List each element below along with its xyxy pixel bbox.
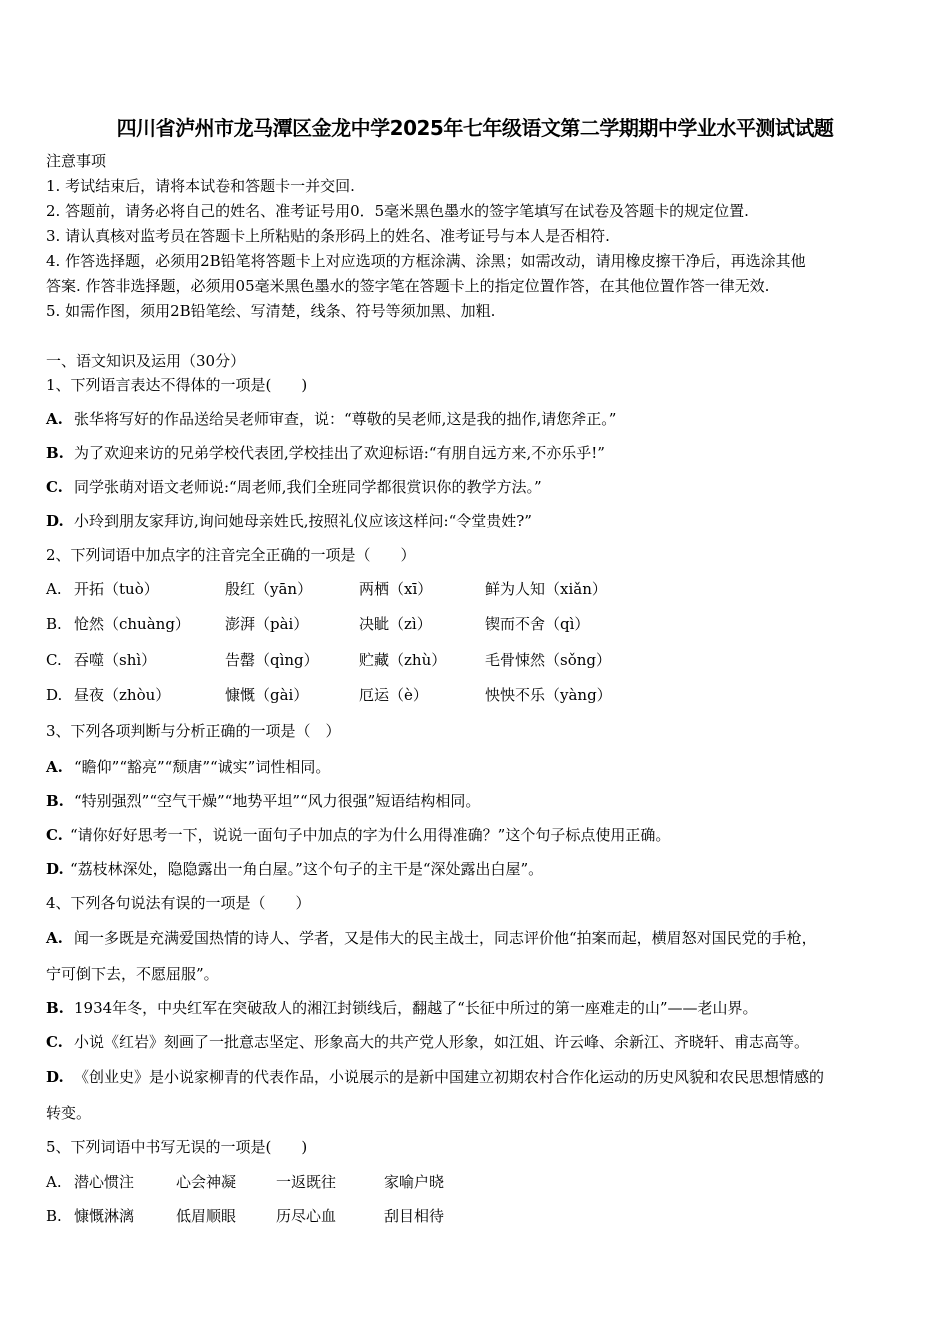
option-cell: 锲而不舍（qì） [485, 615, 590, 633]
option-label: D. [46, 860, 64, 878]
option-text: 小说《红岩》刻画了一批意志坚定、形象高大的共产党人形象，如江姐、许云峰、余新江、齐晓轩、甫志高等。 [74, 1033, 810, 1051]
option-text: 为了欢迎来访的兄弟学校代表团,学校挂出了欢迎标语:“有朋自远方来,不亦乐乎!” [74, 444, 605, 462]
question-stem: 3、下列各项判断与分析正确的一项是（ ） [46, 722, 341, 740]
notice-item: 4. 作答选择题，必须用2B铅笔将答题卡上对应选项的方框涂满、涂黑；如需改动，请用橡皮擦干净后，再选涂其他 [46, 252, 806, 270]
option-label: B. [46, 1207, 62, 1225]
option-text: 张华将写好的作品送给吴老师审查，说：“尊敬的吴老师,这是我的拙作,请您斧正。” [74, 410, 617, 428]
option-cell: 刮目相待 [384, 1207, 445, 1225]
option-cell: 慷慨（gài） [225, 686, 309, 704]
option-text: “请你好好思考一下，说说一面句子中加点的字为什么用得准确？”这个句子标点使用正确。 [70, 826, 671, 844]
option-cell: 慷慨淋漓 [74, 1207, 135, 1225]
option-cell: 毛骨悚然（sǒng） [485, 651, 611, 669]
option-label: D. [46, 512, 64, 530]
option-text: 同学张萌对语文老师说:“周老师,我们全班同学都很赏识你的教学方法。” [74, 478, 542, 496]
notice-item: 2. 答题前，请务必将自己的姓名、准考证号用0．5毫米黑色墨水的签字笔填写在试卷及答题卡的规定位置. [46, 202, 749, 220]
option [46, 928, 817, 948]
option [46, 791, 480, 811]
option-cell: 决眦（zì） [359, 615, 432, 633]
option [46, 511, 532, 531]
option-text: 1934年冬，中央红军在突破敌人的湘江封锁线后，翻越了“长征中所过的第一座难走的山”——老山界。 [74, 999, 758, 1017]
option-cell: 两栖（xī） [359, 580, 433, 598]
option-label: A. [46, 580, 62, 598]
option-label: C. [46, 1033, 63, 1051]
option-cell: 厄运（è） [359, 686, 428, 704]
option-cell: 贮藏（zhù） [359, 651, 447, 669]
option-continuation: 转变。 [46, 1104, 92, 1122]
notice-item: 1. 考试结束后，请将本试卷和答题卡一并交回. [46, 177, 355, 195]
page-title: 四川省泸州市龙马潭区金龙中学2025年七年级语文第二学期期中学业水平测试试题 [116, 116, 834, 140]
option-text: “特别强烈”“空气干燥”“地势平坦”“风力很强”短语结构相同。 [74, 792, 481, 810]
option-cell: 心会神凝 [176, 1173, 237, 1191]
option [46, 825, 670, 845]
option-label: A. [46, 758, 63, 776]
option-cell: 怆然（chuàng） [74, 615, 190, 633]
option-label: B. [46, 615, 62, 633]
option-cell: 殷红（yān） [225, 580, 313, 598]
option-continuation: 宁可倒下去，不愿屈服”。 [46, 965, 219, 983]
option-label: C. [46, 826, 63, 844]
notice-item: 5. 如需作图，须用2B铅笔绘、写清楚，线条、符号等须加黑、加粗. [46, 302, 496, 320]
option-label: B. [46, 444, 64, 462]
notice-item: 答案. 作答非选择题，必须用05毫米黑色墨水的签字笔在答题卡上的指定位置作答，在其他位置作答一律无效. [46, 277, 770, 295]
option-label: C. [46, 651, 62, 669]
option [46, 859, 543, 879]
option-text: “瞻仰”“豁亮”“颓唐”“诚实”词性相同。 [74, 758, 331, 776]
option-text: “荔枝林深处，隐隐露出一角白屋。”这个句子的主干是“深处露出白屋”。 [70, 860, 544, 878]
option-label: B. [46, 999, 64, 1017]
question-stem: 2、下列词语中加点字的注音完全正确的一项是（ ） [46, 546, 416, 564]
option [46, 477, 542, 497]
option-cell: 开拓（tuò） [74, 580, 159, 598]
option-cell: 低眉顺眼 [176, 1207, 237, 1225]
question-stem: 5、下列词语中书写无误的一项是( ) [46, 1138, 308, 1156]
option-label: C. [46, 478, 63, 496]
option-cell: 昼夜（zhòu） [74, 686, 171, 704]
option [46, 409, 616, 429]
option-label: D. [46, 1068, 64, 1086]
notice-heading: 注意事项 [46, 152, 107, 170]
option [46, 757, 330, 777]
option [46, 443, 605, 463]
option-text: 小玲到朋友家拜访,询问她母亲姓氏,按照礼仪应该这样问:“令堂贵姓?” [74, 512, 532, 530]
option-cell: 吞噬（shì） [74, 651, 157, 669]
option-cell: 鲜为人知（xiǎn） [485, 580, 607, 598]
question-stem: 4、下列各句说法有误的一项是（ ） [46, 894, 311, 912]
option-cell: 家喻户晓 [384, 1173, 445, 1191]
option-label: A. [46, 929, 63, 947]
option-label: B. [46, 792, 64, 810]
option [46, 998, 758, 1018]
option-cell: 一返既往 [276, 1173, 337, 1191]
section-heading: 一、语文知识及运用（30分） [46, 352, 246, 370]
question-stem: 1、下列语言表达不得体的一项是( ) [46, 376, 308, 394]
option-label: A. [46, 410, 63, 428]
option-cell: 澎湃（pài） [225, 615, 309, 633]
option-text: 《创业史》是小说家柳青的代表作品，小说展示的是新中国建立初期农村合作化运动的历史风貌和农民思想情感的 [74, 1068, 825, 1086]
option-cell: 潜心惯注 [74, 1173, 135, 1191]
option-text: 闻一多既是充满爱国热情的诗人、学者，又是伟大的民主战士，同志评价他“拍案而起，横眉怒对国民党的手枪， [74, 929, 817, 947]
option-cell: 历尽心血 [276, 1207, 337, 1225]
option [46, 1032, 809, 1052]
notice-item: 3. 请认真核对监考员在答题卡上所粘贴的条形码上的姓名、准考证号与本人是否相符. [46, 227, 610, 245]
option-cell: 告罄（qìng） [225, 651, 319, 669]
option [46, 1067, 824, 1087]
option-cell: 怏怏不乐（yàng） [485, 686, 612, 704]
option-label: A. [46, 1173, 62, 1191]
option-label: D. [46, 686, 63, 704]
